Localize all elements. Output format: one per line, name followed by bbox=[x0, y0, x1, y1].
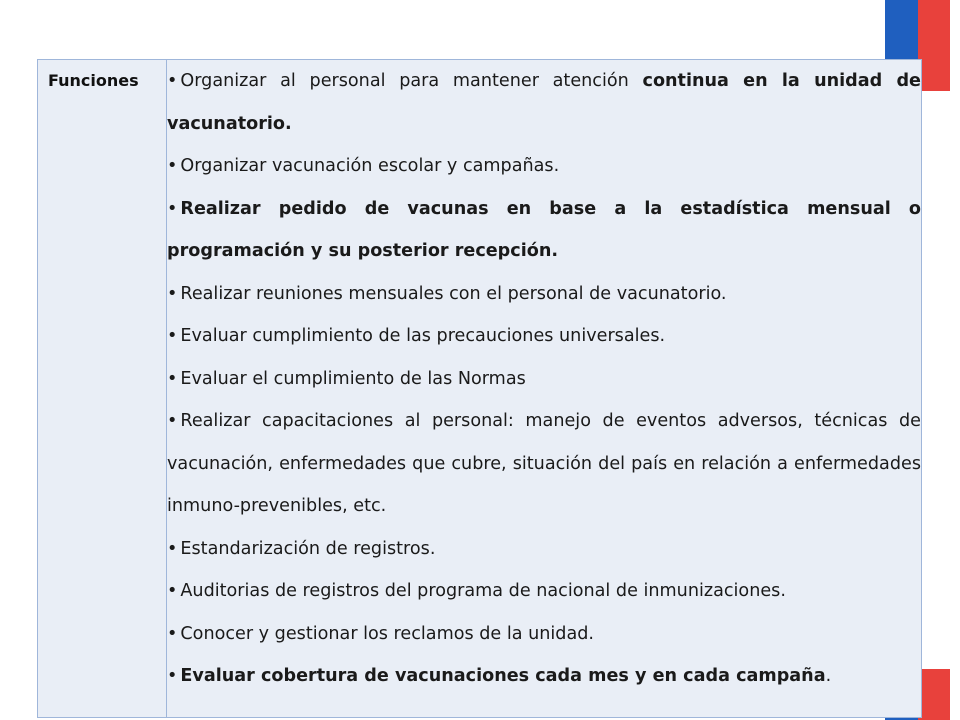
bullet-icon: • bbox=[167, 581, 178, 601]
bullet-icon: • bbox=[167, 156, 178, 176]
list-item-text: Realizar capacitaciones al personal: manejo de eventos adversos, técnicas de vacunación, enfermedades que cubre, situación del país en relación a enfermedades inmuno-prevenibles, etc. bbox=[167, 411, 921, 516]
list-item bbox=[167, 358, 921, 401]
bullet-icon: • bbox=[167, 538, 178, 559]
row-label: Funciones bbox=[48, 71, 139, 90]
list-item bbox=[167, 400, 921, 528]
list-item bbox=[167, 315, 921, 358]
list-item-text: continua en la unidad de vacunatorio. bbox=[167, 71, 921, 134]
list-item bbox=[167, 188, 921, 273]
functions-table bbox=[37, 59, 922, 718]
bullet-icon: • bbox=[167, 411, 178, 431]
list-item-text: Realizar pedido de vacunas en base a la estadística mensual o programación y su posterior recepción. bbox=[167, 198, 921, 261]
list-item-text: Evaluar el cumplimiento de las Normas bbox=[180, 368, 526, 389]
content-cell bbox=[167, 60, 922, 718]
list-item-text: Auditorias de registros del programa de nacional de inmunizaciones. bbox=[180, 581, 786, 601]
list-item bbox=[167, 655, 921, 698]
list-item-text: Realizar reuniones mensuales con el personal de vacunatorio. bbox=[180, 283, 727, 304]
bullet-icon: • bbox=[167, 71, 178, 91]
table-row bbox=[38, 60, 922, 718]
list-item bbox=[167, 60, 921, 145]
label-cell bbox=[38, 60, 167, 718]
list-item bbox=[167, 570, 921, 613]
list-item-text: Conocer y gestionar los reclamos de la unidad. bbox=[180, 623, 594, 644]
flag-red-stripe bbox=[918, 669, 950, 720]
bullet-icon: • bbox=[167, 666, 178, 686]
list-item-text: Organizar vacunación escolar y campañas. bbox=[180, 156, 560, 176]
list-item-text: . bbox=[825, 666, 832, 686]
bullet-icon: • bbox=[167, 368, 178, 389]
list-item bbox=[167, 528, 921, 571]
bullet-icon: • bbox=[167, 326, 178, 346]
functions-list bbox=[167, 60, 921, 698]
list-item bbox=[167, 273, 921, 316]
list-item-text: Evaluar cumplimiento de las precauciones universales. bbox=[180, 326, 666, 346]
list-item-text: Estandarización de registros. bbox=[180, 538, 436, 559]
bullet-icon: • bbox=[167, 198, 178, 219]
list-item-text: Organizar al personal para mantener atención bbox=[180, 71, 643, 91]
bullet-icon: • bbox=[167, 623, 178, 644]
list-item-text: Evaluar cobertura de vacunaciones cada mes y en cada campaña bbox=[180, 666, 826, 686]
flag-red-stripe bbox=[918, 0, 950, 91]
list-item bbox=[167, 613, 921, 656]
list-item bbox=[167, 145, 921, 188]
bullet-icon: • bbox=[167, 283, 178, 304]
